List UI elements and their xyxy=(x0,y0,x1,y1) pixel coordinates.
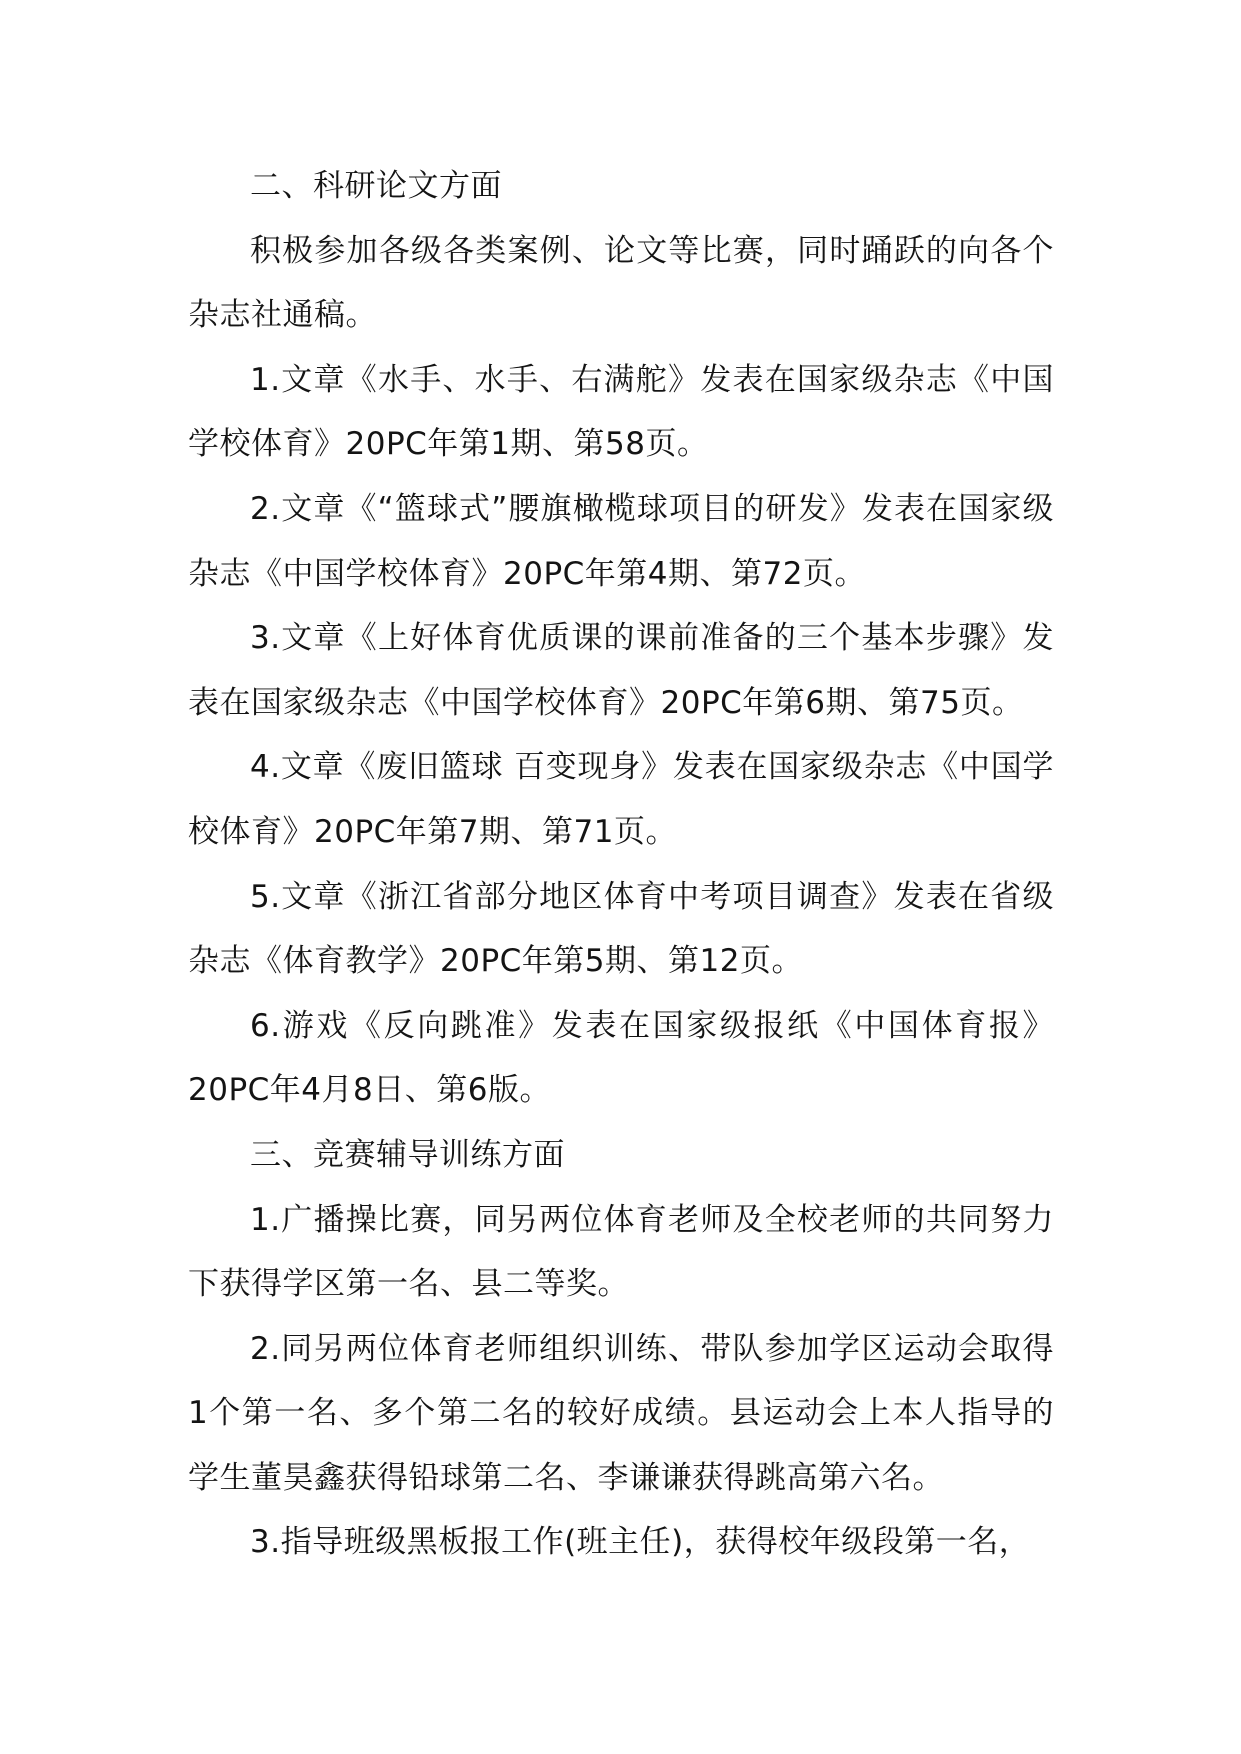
section-heading-research: 二、科研论文方面 xyxy=(250,168,502,204)
paragraph: 积极参加各级各类案例、论文等比赛，同时踊跃的向各个杂志社通稿。 xyxy=(188,232,1054,334)
section-heading-competition: 三、竞赛辅导训练方面 xyxy=(250,1136,565,1173)
list-item: 2.文章《“篮球式”腰旗橄榄球项目的研发》发表在国家级杂志《中国学校体育》20PC年第4期、第72页。 xyxy=(188,490,1054,592)
list-item: 1.广播操比赛，同另两位体育老师及全校老师的共同努力下获得学区第一名、县二等奖。 xyxy=(188,1201,1054,1303)
list-item: 6.游戏《反向跳准》发表在国家级报纸《中国体育报》20PC年4月8日、第6版。 xyxy=(188,1007,1054,1109)
list-item: 2.同另两位体育老师组织训练、带队参加学区运动会取得1个第一名、多个第二名的较好成绩。县运动会上本人指导的学生董昊鑫获得铅球第二名、李谦谦获得跳高第六名。 xyxy=(188,1330,1054,1496)
document-body xyxy=(188,154,1054,1575)
list-item: 4.文章《废旧篮球 百变现身》发表在国家级杂志《中国学校体育》20PC年第7期、第71页。 xyxy=(188,749,1054,850)
list-item: 3.文章《上好体育优质课的课前准备的三个基本步骤》发表在国家级杂志《中国学校体育》20PC年第6期、第75页。 xyxy=(188,620,1054,721)
list-item: 1.文章《水手、水手、右满舵》发表在国家级杂志《中国学校体育》20PC年第1期、第58页。 xyxy=(188,361,1054,463)
list-item: 5.文章《浙江省部分地区体育中考项目调查》发表在省级杂志《体育教学》20PC年第5期、第12页。 xyxy=(188,878,1054,980)
list-item: 3.指导班级黑板报工作(班主任)，获得校年级段第一名， xyxy=(250,1524,1031,1561)
